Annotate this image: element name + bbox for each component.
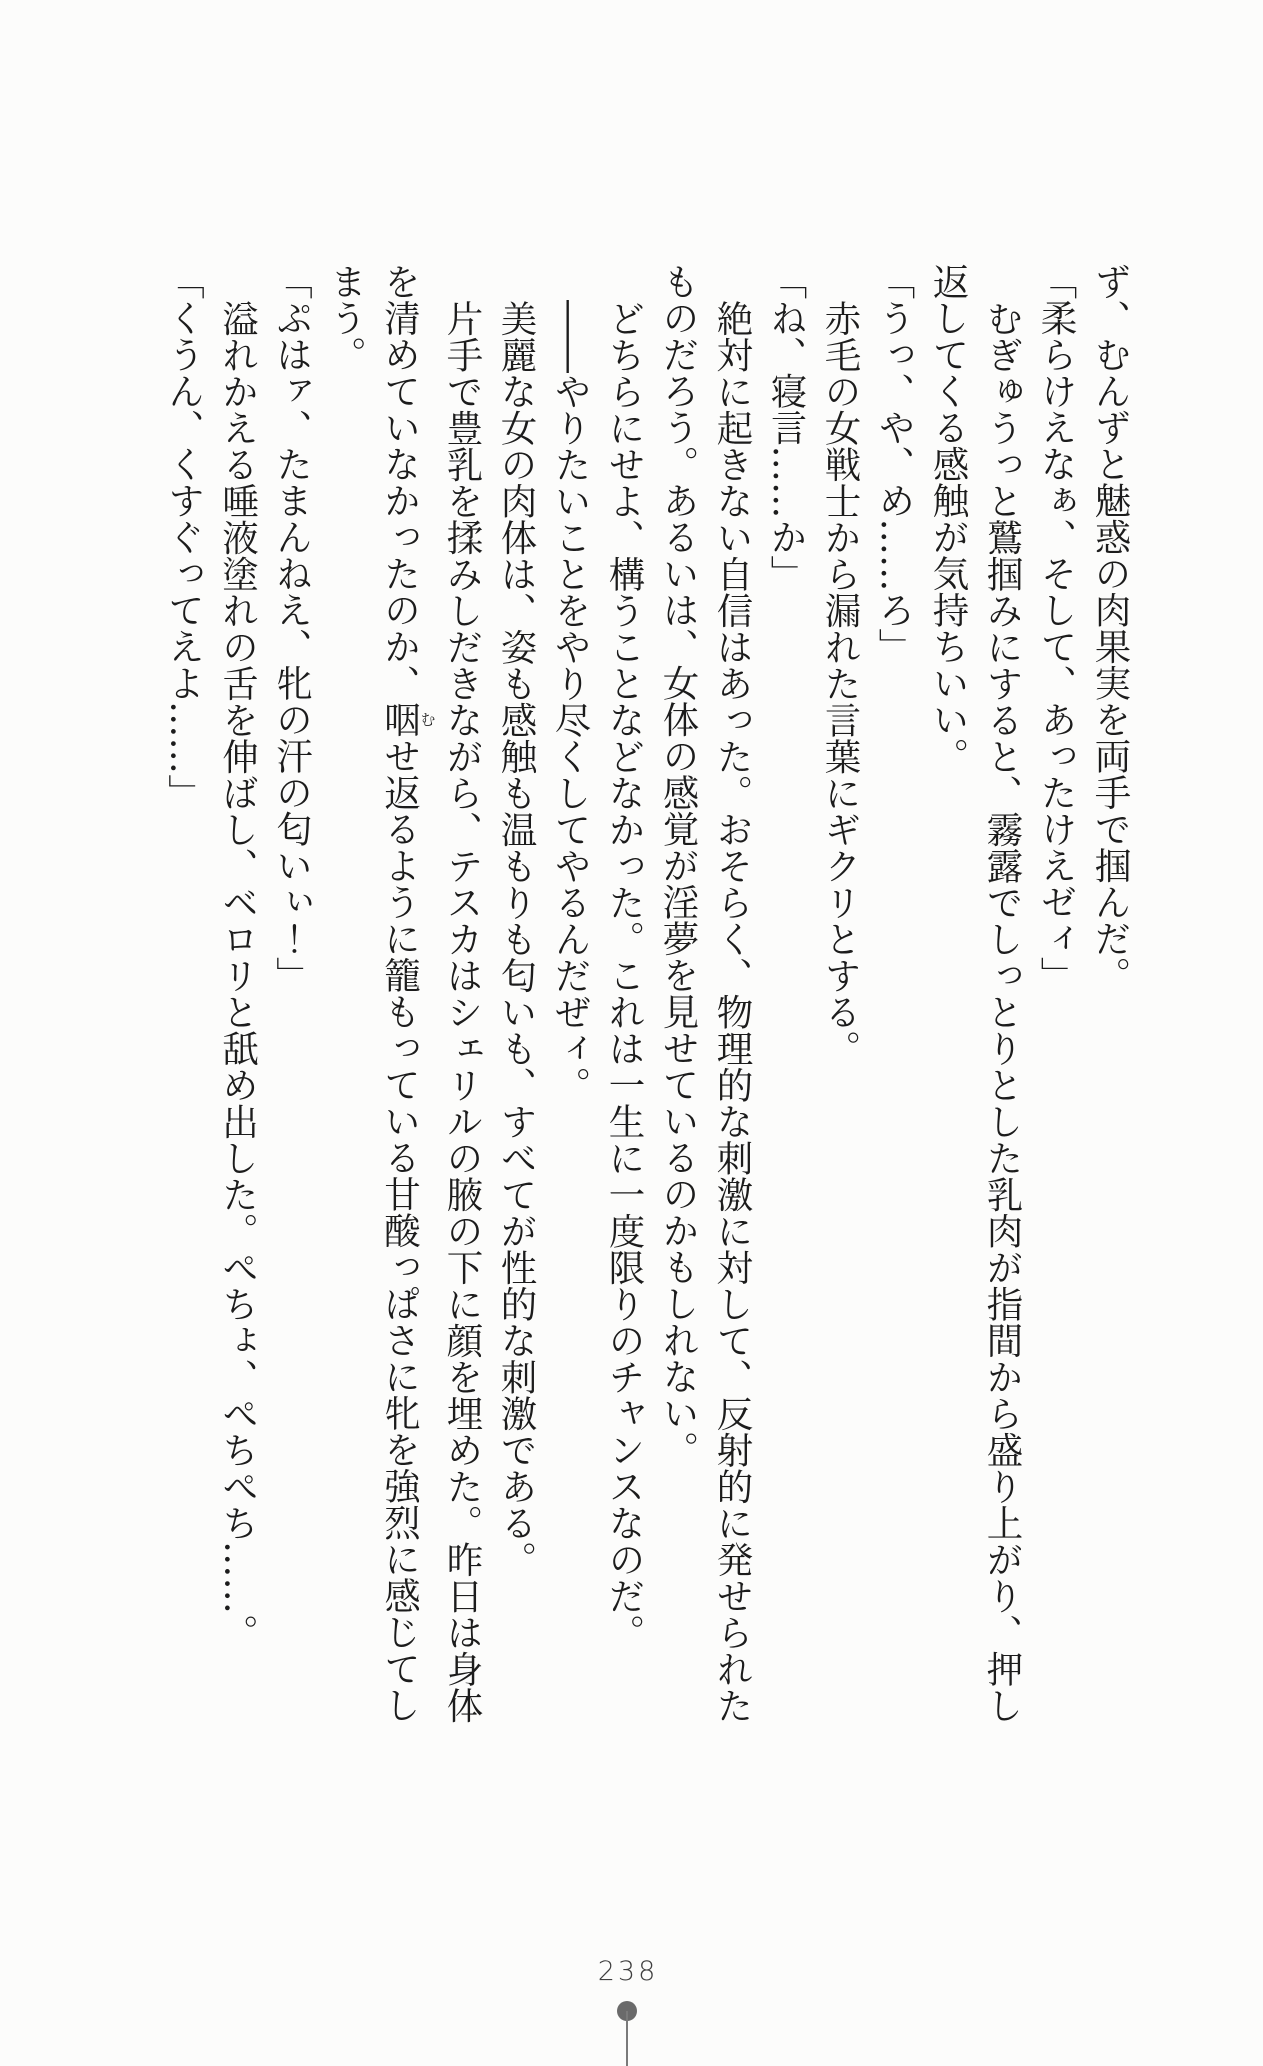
ruby-annotated-text: 咽む bbox=[378, 701, 436, 738]
text-line: 返してくる感触が気持ちいい。 bbox=[927, 263, 970, 774]
text-line: を清めていなかったのか、咽むせ返るように籠もっている甘酸っぱさに牝を強烈に感じてし bbox=[378, 263, 436, 1723]
text-block bbox=[157, 263, 1138, 1733]
text-line: まう。 bbox=[324, 263, 368, 373]
page-number: 238 bbox=[597, 1956, 659, 1987]
text-line: 「ぷはァ、たまんねえ、牝の汗の匂いぃ！」 bbox=[270, 263, 314, 993]
text-line: 美麗な女の肉体は、姿も感触も温もりも匂いも、すべてが性的な刺激である。 bbox=[495, 299, 538, 1577]
text-line: むぎゅうっと鷲掴みにすると、霧露でしっとりとした乳肉が指間から盛り上がり、押し bbox=[981, 299, 1024, 1723]
text-line: 絶対に起きない自信はあった。おそらく、物理的な刺激に対して、反射的に発せられた bbox=[711, 299, 754, 1723]
text-line: 片手で豊乳を揉みしだきながら、テスカはシェリルの腋の下に顔を埋めた。昨日は身体 bbox=[441, 299, 484, 1723]
text-line: 溢れかえる唾液塗れの舌を伸ばし、ベロリと舐め出した。ぺちょ、ぺちぺち……。 bbox=[216, 299, 260, 1650]
text-line: ものだろう。あるいは、女体の感覚が淫夢を見せているのかもしれない。 bbox=[657, 263, 700, 1468]
text-line: ――やりたいことをやり尽くしてやるんだぜィ。 bbox=[549, 299, 592, 1103]
text-line: 「ね、寝言……か」 bbox=[765, 263, 808, 592]
footer-stem-line bbox=[626, 2011, 628, 2066]
text-line: 赤毛の女戦士から漏れた言葉にギクリとする。 bbox=[819, 299, 862, 1066]
text-line: 「うっ、や、め……ろ」 bbox=[873, 263, 916, 665]
text-line: どちらにせよ、構うことなどなかった。これは一生に一度限りのチャンスなのだ。 bbox=[603, 299, 646, 1650]
text-line: 「くうん、くすぐってえよ……」 bbox=[162, 263, 206, 811]
text-line: ず、むんずと魅惑の肉果実を両手で掴んだ。 bbox=[1089, 263, 1132, 993]
text-line: 「柔らけえなぁ、そして、あったけえゼィ」 bbox=[1035, 263, 1078, 993]
